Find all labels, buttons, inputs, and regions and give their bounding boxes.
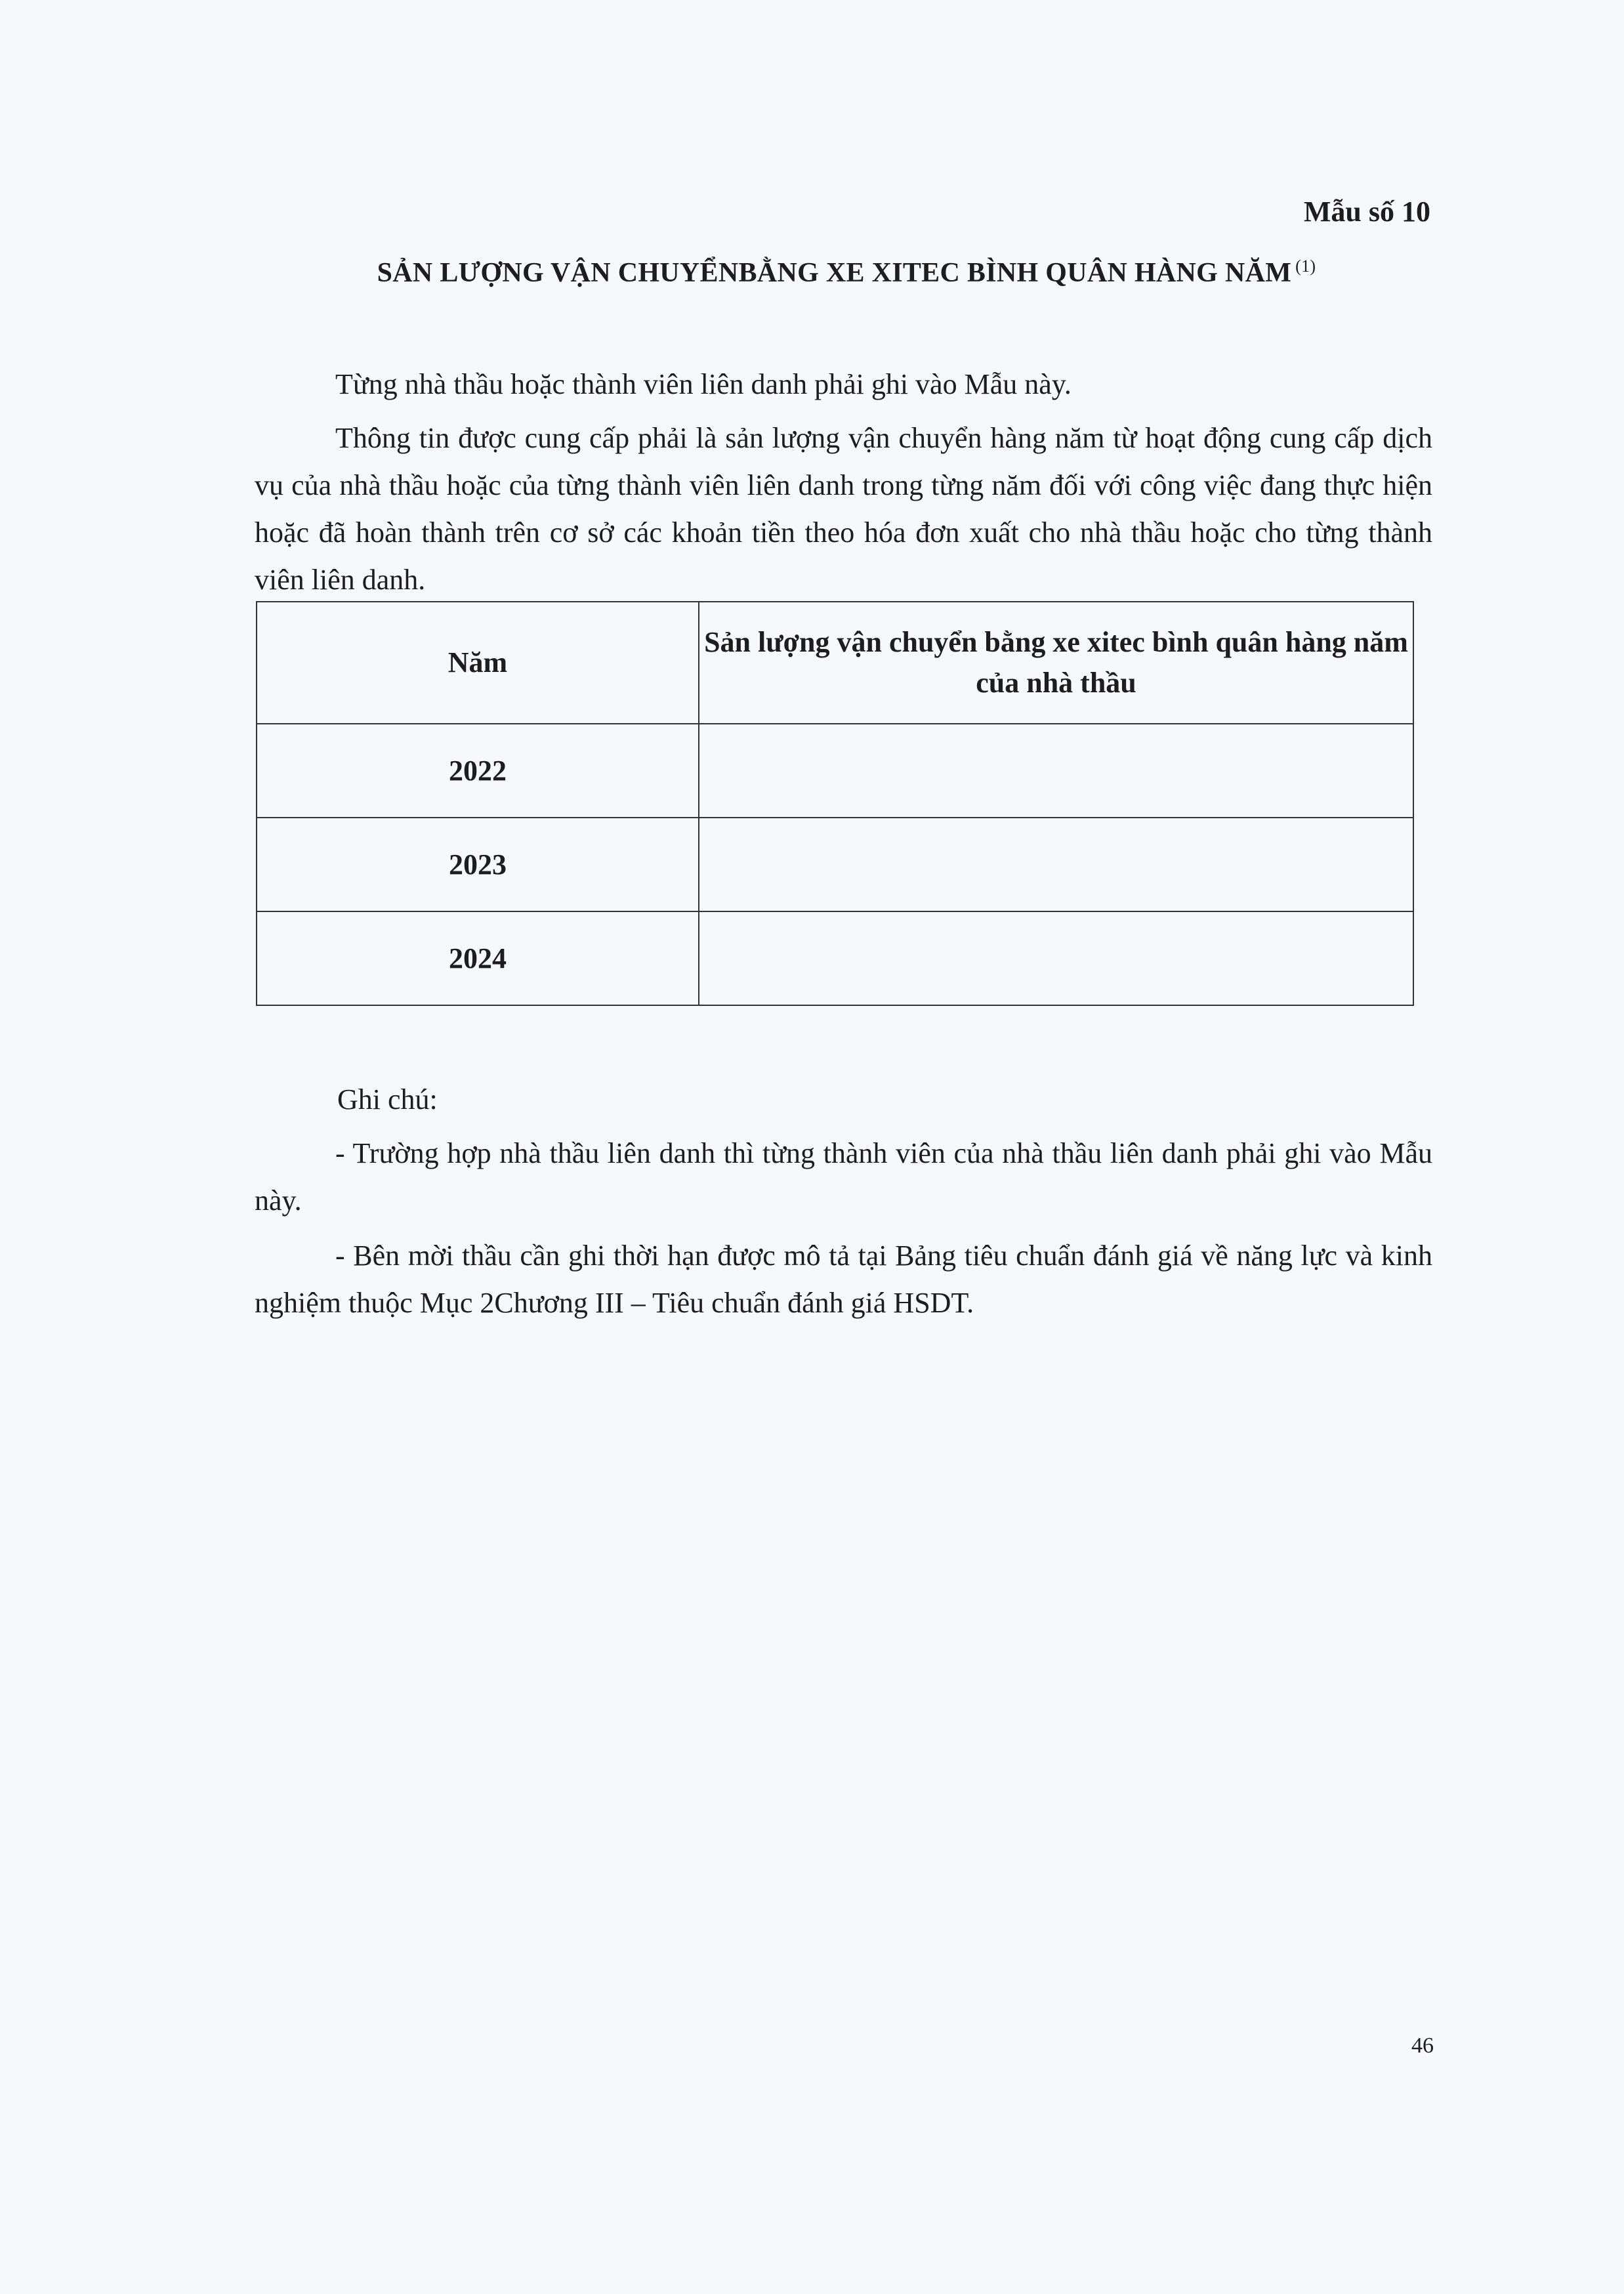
yield-column-header: Sản lượng vận chuyển bằng xe xitec bình quân hàng năm của nhà thầu [699, 602, 1413, 724]
year-column-header: Năm [257, 602, 699, 724]
annual-yield-table [256, 601, 1414, 1006]
yield-cell[interactable] [699, 911, 1413, 1005]
form-number: Mẫu số 10 [1303, 196, 1430, 228]
year-cell: 2022 [257, 724, 699, 818]
note-item: - Bên mời thầu cần ghi thời hạn được mô tả tại Bảng tiêu chuẩn đánh giá về năng lực và kinh nghiệm thuộc Mục 2Chương III – Tiêu chuẩn đánh giá HSDT. [255, 1240, 1432, 1319]
year-cell: 2024 [257, 911, 699, 1005]
yield-cell[interactable] [699, 724, 1413, 818]
title-footnote-marker: (1) [1295, 257, 1316, 276]
table-row [257, 818, 1413, 911]
note-item: - Trường hợp nhà thầu liên danh thì từng thành viên của nhà thầu liên danh phải ghi vào Mẫu này. [255, 1137, 1432, 1217]
table-row [257, 911, 1413, 1005]
instruction-paragraph: Từng nhà thầu hoặc thành viên liên danh phải ghi vào Mẫu này. [335, 368, 1072, 400]
title-text: SẢN LƯỢNG VẬN CHUYỂNBẰNG XE XITEC BÌNH QUÂN HÀNG NĂM [377, 258, 1292, 288]
table-row [257, 724, 1413, 818]
page-number: 46 [1411, 2033, 1434, 2058]
document-title [256, 248, 1437, 291]
table-header-row [257, 602, 1413, 724]
yield-cell[interactable] [699, 818, 1413, 911]
notes-title: Ghi chú: [337, 1083, 438, 1116]
year-cell: 2023 [257, 818, 699, 911]
information-paragraph: Thông tin được cung cấp phải là sản lượng vận chuyển hàng năm từ hoạt động cung cấp dịch vụ của nhà thầu hoặc của từng thành viên liên danh trong từng năm đối với công việc đang thực hiện hoặc đã hoàn thành trên cơ sở các khoản tiền theo hóa đơn xuất cho nhà thầu hoặc cho từng thành viên liên danh. [255, 422, 1432, 596]
